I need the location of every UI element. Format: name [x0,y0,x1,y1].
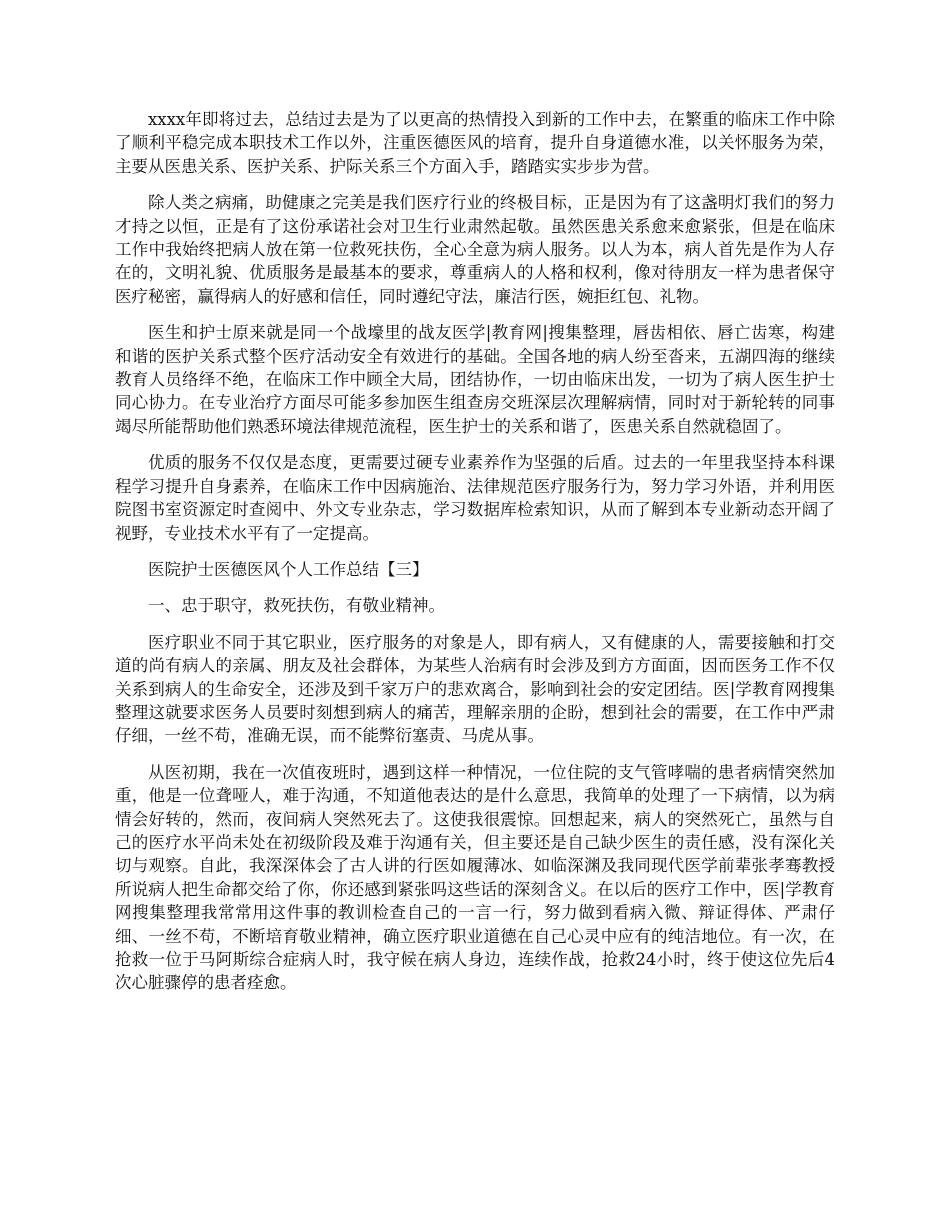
paragraph-1: xxxx年即将过去，总结过去是为了以更高的热情投入到新的工作中去，在繁重的临床工作中除了顺利平稳完成本职技术工作以外，注重医德医风的培育，提升自身道德水准，以关怀服务为荣，主要从医患关系、医护关系、护际关系三个方面入手，踏踏实实步步为营。 [115,110,835,176]
paragraph-4: 优质的服务不仅仅是态度，更需要过硬专业素养作为坚强的后盾。过去的一年里我坚持本科课程学习提升自身素养，在临床工作中因病施治、法律规范医疗服务行为，努力学习外语，并利用医院图书室资源定时查阅中、外文专业杂志，学习数据库检索知识，从而了解到本专业新动态开阔了视野，专业技术水平有了一定提高。 [115,453,835,543]
paragraph-5: 医疗职业不同于其它职业，医疗服务的对象是人，即有病人，又有健康的人，需要接触和打交道的尚有病人的亲属、朋友及社会群体，为某些人治病有时会涉及到方方面面，因而医务工作不仅关系到病人的生命安全，还涉及到千家万户的悲欢离合，影响到社会的安定团结。医|学教育网搜集整理这就要求医务人员要时刻想到病人的痛苦，理解亲朋的企盼，想到社会的需要，在工作中严肃仔细，一丝不苟，准确无误，而不能弊衍塞责、马虎从事。 [115,632,835,746]
document-page [115,108,835,1008]
paragraph-2: 除人类之病痛，助健康之完美是我们医疗行业的终极目标，正是因为有了这盏明灯我们的努力才持之以恒，正是有了这份承诺社会对卫生行业肃然起敬。虽然医患关系愈来愈紧张，但是在临床工作中我始终把病人放在第一位救死扶伤，全心全意为病人服务。以人为本，病人首先是作为人存在的，文明礼貌、优质服务是最基本的要求，尊重病人的人格和权利，像对待朋友一样为患者保守医疗秘密，赢得病人的好感和信任，同时遵纪守法，廉洁行医，婉拒红包、礼物。 [115,193,835,306]
paragraph-6: 从医初期，我在一次值夜班时，遇到这样一种情况，一位住院的支气管哮喘的患者病情突然加重，他是一位聋哑人，难于沟通，不知道他表达的是什么意思，我简单的处理了一下病情，以为病情会好转的，然而，夜间病人突然死去了。这使我很震惊。回想起来，病人的突然死亡，虽然与自己的医疗水平尚未处在初级阶段及难于沟通有关，但主要还是自己缺少医生的责任感，没有深化关切与观察。自此，我深深体会了古人讲的行医如履薄冰、如临深渊及我同现代医学前辈张孝骞教授所说病人把生命都交给了你，你还感到紧张吗这些话的深刻含义。在以后的医疗工作中，医|学教育网搜集整理我常常用这件事的教训检查自己的一言一行，努力做到看病入微、辩证得体、严肃仔细、一丝不苟，不断培育敬业精神，确立医疗职业道德在自己心灵中应有的纯洁地位。有一次，在抢救一位于马阿斯综合症病人时，我守候在病人身边，连续作战，抢救24小时，终于使这位先后4次心脏骤停的患者痊愈。 [115,762,835,993]
paragraph-3: 医生和护士原来就是同一个战壕里的战友医学|教育网|搜集整理，唇齿相依、唇亡齿寒，构建和谐的医护关系式整个医疗活动安全有效进行的基础。全国各地的病人纷至沓来，五湖四海的继续教育人员络绎不绝，在临床工作中顾全大局，团结协作，一切由临床出发，一切为了病人医生护士同心协力。在专业治疗方面尽可能多参加医生组查房交班深层次理解病情，同时对于新轮转的同事竭尽所能帮助他们熟悉环境法律规范流程，医生护士的关系和谐了，医患关系自然就稳固了。 [115,323,835,436]
subsection-title: 一、忠于职守，救死扶伤，有敬业精神。 [148,596,445,616]
section-title: 医院护士医德医风个人工作总结【三】 [148,559,429,579]
